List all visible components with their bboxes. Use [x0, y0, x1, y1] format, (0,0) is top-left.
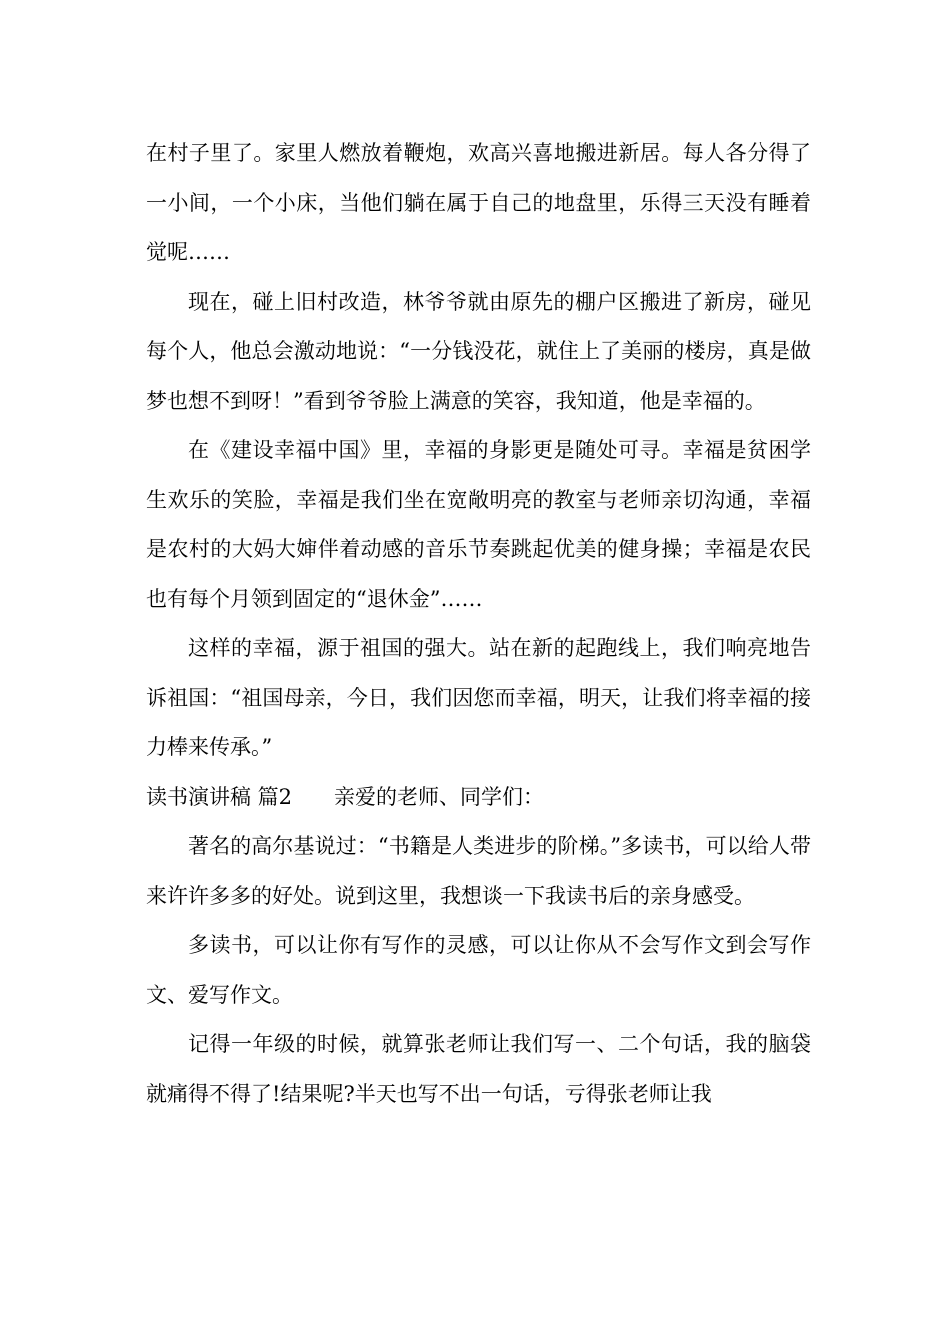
paragraph-happy-china: 在《建设幸福中国》里，幸福的身影更是随处可寻。幸福是贫困学生欢乐的笑脸，幸福是我们坐在宽敞明亮的教室与老师亲切沟通，幸福是农村的大妈大婶伴着动感的音乐节奏跳起优美的健身操；幸福是农民也有每个月领到固定的“退休金”……	[146, 438, 811, 611]
paragraph-continuation: 在村子里了。家里人燃放着鞭炮，欢高兴喜地搬进新居。每人各分得了一小间，一个小床，当他们躺在属于自己的地盘里，乐得三天没有睡着觉呢……	[146, 141, 811, 264]
paragraph-writing-inspiration: 多读书，可以让你有写作的灵感，可以让你从不会写作文到会写作文、爱写作文。	[146, 933, 811, 1007]
paragraph-lin-grandpa: 现在，碰上旧村改造，林爷爷就由原先的棚户区搬进了新房，碰见每个人，他总会激动地说：“一分钱没花，就住上了美丽的楼房，真是做梦也想不到呀！”看到爷爷脸上满意的笑容，我知道，他是幸福的。	[146, 289, 811, 413]
section-heading: 读书演讲稿 篇2 亲爱的老师、同学们：	[146, 784, 545, 809]
document-body	[146, 129, 811, 1119]
paragraph-motherland: 这样的幸福，源于祖国的强大。站在新的起跑线上，我们响亮地告诉祖国：“祖国母亲，今日，我们因您而幸福，明天，让我们将幸福的接力棒来传承。”	[146, 636, 811, 759]
paragraph-gorky-quote: 著名的高尔基说过：“书籍是人类进步的阶梯。”多读书，可以给人带来许许多多的好处。说到这里，我想谈一下我读书后的亲身感受。	[146, 834, 811, 908]
paragraph-first-grade: 记得一年级的时候，就算张老师让我们写一、二个句话，我的脑袋就痛得不得了!结果呢?半天也写不出一句话，亏得张老师让我	[146, 1032, 811, 1106]
